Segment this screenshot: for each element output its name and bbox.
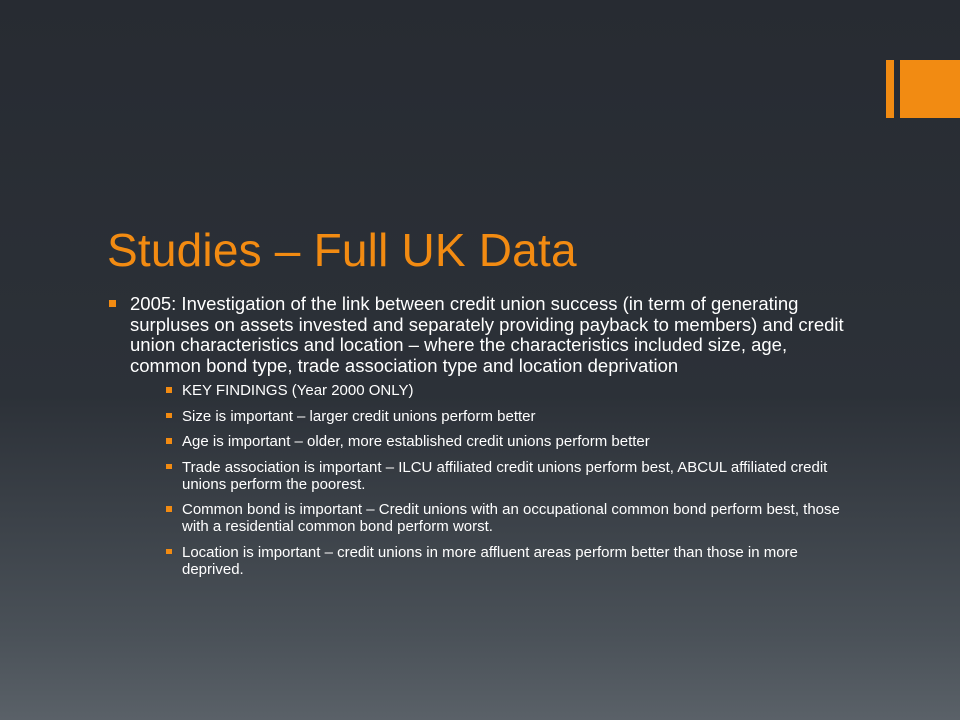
sub-bullet-item bbox=[152, 501, 847, 535]
sub-bullet-item bbox=[152, 433, 847, 450]
bullet-square-icon bbox=[166, 438, 172, 444]
bullet-square-icon bbox=[166, 464, 172, 470]
sub-bullet-item bbox=[152, 459, 847, 493]
sub-bullet-text: KEY FINDINGS (Year 2000 ONLY) bbox=[182, 382, 414, 400]
sub-bullet-item bbox=[152, 382, 847, 399]
bullet-square-icon bbox=[166, 506, 172, 512]
sub-bullet-text: Size is important – larger credit unions perform better bbox=[182, 407, 536, 425]
bullet-square-icon bbox=[109, 300, 116, 307]
main-bullet-text: 2005: Investigation of the link between credit union success (in term of generating surpluses on assets invested and separately providing payback to members) and credit union characteristics and location – where the characteristics included size, age, common bond type, trade association type and location deprivation bbox=[130, 293, 844, 376]
sub-bullet-text: Trade association is important – ILCU affiliated credit unions perform best, ABCUL affiliated credit unions perform the poorest. bbox=[182, 458, 828, 493]
sub-bullet-text: Age is important – older, more established credit unions perform better bbox=[182, 433, 650, 451]
bullet-square-icon bbox=[166, 387, 172, 393]
sub-bullet-item bbox=[152, 408, 847, 425]
bullet-list bbox=[107, 294, 847, 578]
bullet-square-icon bbox=[166, 549, 172, 555]
bullet-square-icon bbox=[166, 413, 172, 419]
slide-title: Studies – Full UK Data bbox=[107, 224, 577, 276]
slide-content bbox=[107, 294, 847, 586]
sub-bullet-text: Common bond is important – Credit unions with an occupational common bond perform best, those with a residential common bond perform worst. bbox=[182, 501, 840, 536]
accent-bar-thin bbox=[886, 60, 894, 118]
sub-bullet-list bbox=[130, 382, 847, 578]
main-bullet-item bbox=[107, 294, 847, 578]
sub-bullet-item bbox=[152, 544, 847, 578]
sub-bullet-text: Location is important – credit unions in more affluent areas perform better than those in more deprived. bbox=[182, 543, 798, 578]
accent-block bbox=[900, 60, 960, 118]
